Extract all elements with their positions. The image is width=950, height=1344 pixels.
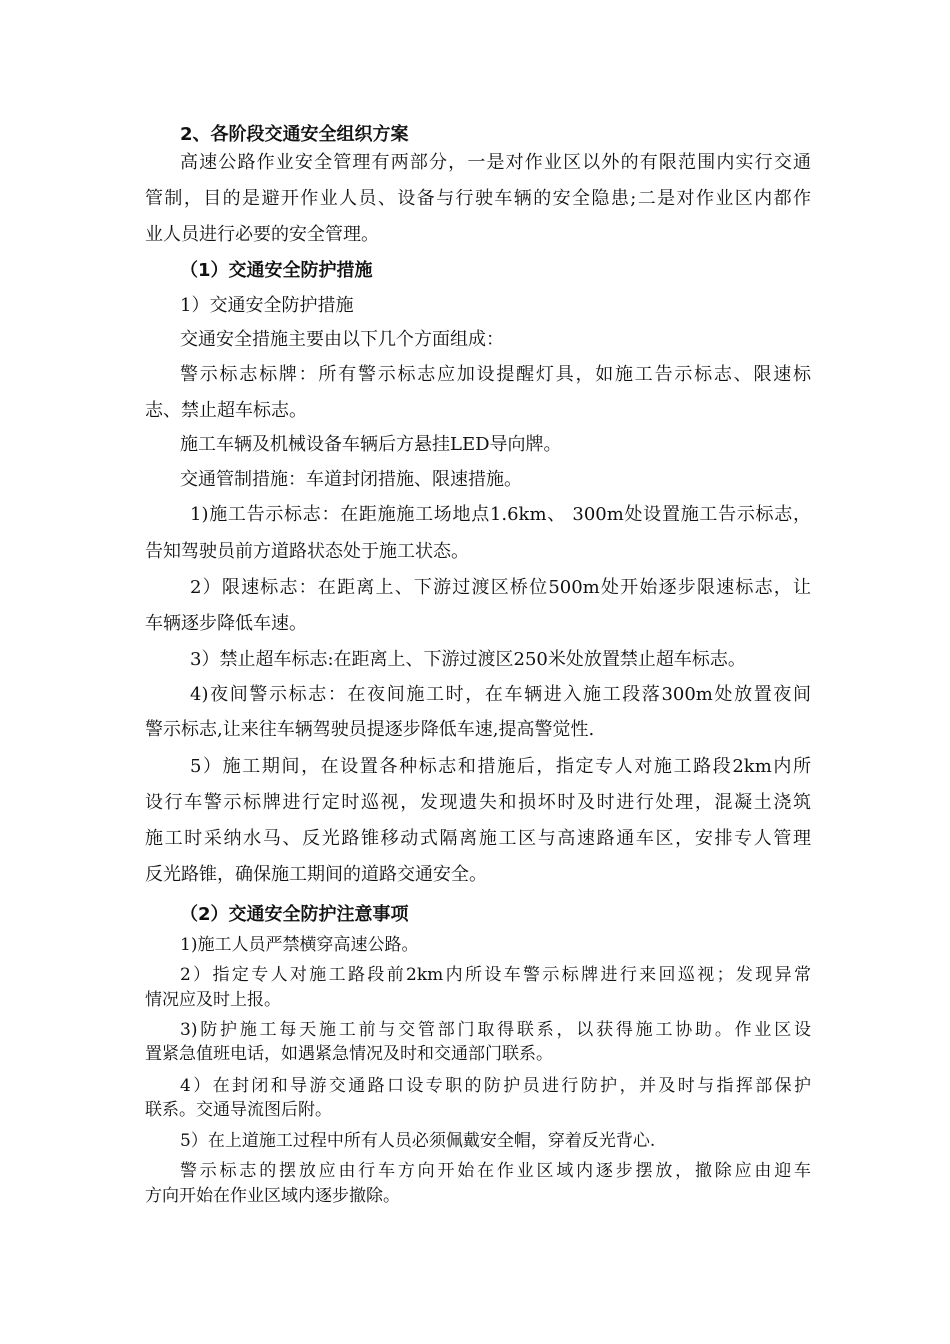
measure-4-line-1: 4)夜间警示标志：在夜间施工时，在车辆进入施工段落300m处放置夜间 — [190, 684, 811, 705]
note-4-line-2: 联系。交通导流图后附。 — [145, 1100, 332, 1120]
measure-1-line-2: 告知驾驶员前方道路状态处于施工状态。 — [145, 541, 469, 562]
warning-signs-line-1: 警示标志标牌：所有警示标志应加设提醒灯具，如施工告示标志、限速标 — [180, 364, 811, 385]
warning-signs-line-2: 志、禁止超车标志。 — [145, 400, 307, 421]
closing-line-2: 方向开始在作业区域内逐步撤除。 — [145, 1186, 400, 1206]
measure-2-line-1: 2）限速标志：在距离上、下游过渡区桥位500m处开始逐步限速标志，让 — [190, 577, 811, 598]
section-title: 2、各阶段交通安全组织方案 — [180, 124, 409, 145]
measure-5-line-3: 施工时采纳水马、反光路锥移动式隔离施工区与高速路通车区，安排专人管理 — [145, 828, 811, 849]
note-1: 1)施工人员严禁横穿高速公路。 — [180, 935, 419, 955]
measure-3: 3）禁止超车标志:在距离上、下游过渡区250米处放置禁止超车标志。 — [190, 649, 746, 670]
measure-5-line-1: 5）施工期间，在设置各种标志和措施后，指定专人对施工路段2km内所 — [190, 756, 811, 777]
measure-5-line-4: 反光路锥，确保施工期间的道路交通安全。 — [145, 864, 487, 885]
note-4-line-1: 4）在封闭和导游交通路口设专职的防护员进行防护，并及时与指挥部保护 — [180, 1076, 811, 1096]
note-5: 5）在上道施工过程中所有人员必须佩戴安全帽，穿着反光背心. — [180, 1131, 656, 1151]
subsection-1-item-title: 1）交通安全防护措施 — [180, 295, 354, 316]
measure-2-line-2: 车辆逐步降低车速。 — [145, 613, 307, 634]
subsection-1-title: （1）交通安全防护措施 — [180, 260, 373, 281]
intro-line-2: 管制，目的是避开作业人员、设备与行驶车辆的安全隐患;二是对作业区内都作 — [145, 188, 811, 209]
intro-line-3: 业人员进行必要的安全管理。 — [145, 224, 379, 245]
note-2-line-1: 2）指定专人对施工路段前2km内所设车警示标牌进行来回巡视；发现异常 — [180, 965, 811, 985]
measure-5-line-2: 设行车警示标牌进行定时巡视，发现遗失和损坏时及时进行处理，混凝土浇筑 — [145, 792, 811, 813]
intro-line-1: 高速公路作业安全管理有两部分，一是对作业区以外的有限范围内实行交通 — [180, 152, 811, 173]
subsection-2-title: （2）交通安全防护注意事项 — [180, 904, 409, 925]
closing-line-1: 警示标志的摆放应由行车方向开始在作业区域内逐步摆放，撤除应由迎车 — [180, 1161, 811, 1181]
traffic-control: 交通管制措施：车道封闭措施、限速措施。 — [180, 469, 522, 490]
vehicle-signs: 施工车辆及机械设备车辆后方悬挂LED导向牌。 — [180, 434, 562, 455]
note-3-line-2: 置紧急值班电话，如遇紧急情况及时和交通部门联系。 — [145, 1044, 553, 1064]
note-2-line-2: 情况应及时上报。 — [145, 990, 281, 1010]
note-3-line-1: 3)防护施工每天施工前与交管部门取得联系，以获得施工协助。作业区设 — [180, 1020, 811, 1040]
measure-1-line-1: 1)施工告示标志：在距施施工场地点1.6km、 300m处设置施工告示标志， — [190, 504, 811, 525]
measure-4-line-2: 警示标志,让来往车辆驾驶员提逐步降低车速,提高警觉性. — [145, 719, 595, 740]
subsection-1-lead: 交通安全措施主要由以下几个方面组成： — [180, 329, 504, 350]
